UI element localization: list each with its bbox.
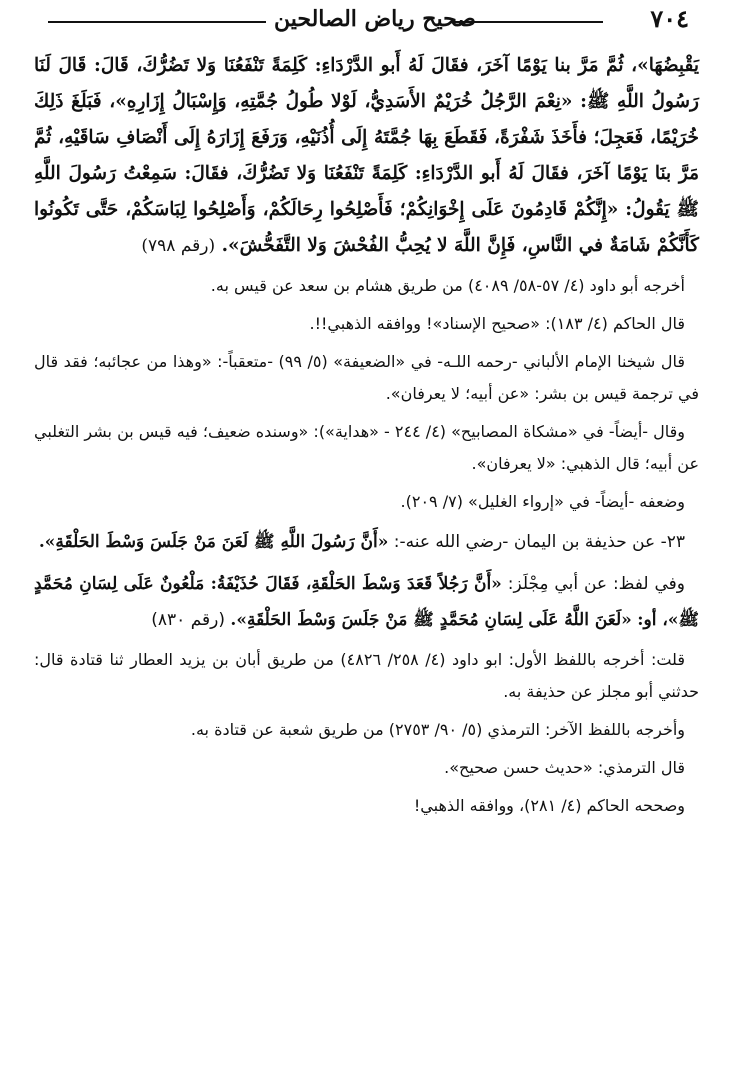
hadith-23-variant-intro: وفي لفظ: عن أبي مِجْلَز:: [507, 574, 685, 594]
takhrij-paragraph: وأخرجه باللفظ الآخر: الترمذي (٥/ ٩٠/ ٢٧٥٣) من طريق شعبة عن قتادة به.: [190, 720, 685, 739]
page-header: [34, 4, 699, 44]
header-rule-left: [48, 21, 266, 23]
hadith-23-variant: [34, 566, 699, 638]
hadith-23-variant-matn-2: «لَعَنَ اللَّهُ عَلَى لِسَانِ مُحَمَّدٍ ﷺ مَنْ جَلَسَ وَسْطَ الحَلْقَةِ».: [230, 610, 632, 630]
takhrij-section-1: [34, 270, 699, 518]
takhrij-paragraph: قال الترمذي: «حديث حسن صحيح».: [444, 758, 685, 777]
hadith-23: [34, 524, 699, 560]
takhrij-paragraph: أخرجه أبو داود (٤/ ٥٧-٥٨/ ٤٠٨٩) من طريق هشام بن سعد عن قيس به.: [210, 276, 685, 295]
takhrij-paragraph: قال شيخنا الإمام الألباني -رحمه اللـه- في «الضعيفة» (٥/ ٩٩) -متعقباً-: «وهذا من عجائبه؛ فقد قال في ترجمة قيس بن بشر: «عن أبيه؛ لا يعرفان».: [34, 352, 699, 403]
hadith-23-matn: «أَنَّ رَسُولَ اللَّهِ ﷺ لَعَنَ مَنْ جَلَسَ وَسْطَ الحَلْقَةِ».: [38, 532, 389, 552]
takhrij-paragraph: وصححه الحاكم (٤/ ٢٨١)، ووافقه الذهبي!: [413, 796, 685, 815]
top-hadith-ref: (رقم ٧٩٨): [141, 236, 216, 256]
hadith-23-variant-matn-1: «أَنَّ رَجُلاً قَعَدَ وَسْطَ الحَلْقَةِ، فَقَالَ حُذَيْفَةُ: مَلْعُونٌ عَلَى لِسَانِ مُحَمَّدٍ ﷺ»، أو:: [34, 574, 699, 630]
takhrij-paragraph: وضعفه -أيضاً- في «إرواء الغليل» (٧/ ٢٠٩).: [400, 492, 685, 511]
hadith-23-variant-ref: (رقم ٨٣٠): [151, 610, 226, 630]
page-number: ٧٠٤: [650, 4, 689, 33]
takhrij-paragraph: قلت: أخرجه باللفظ الأول: ابو داود (٤/ ٢٥٨/ ٤٨٢٦) من طريق أبان بن يزيد العطار ثنا قتادة قال: حدثني أبو مجلز عن حذيفة به.: [34, 650, 699, 701]
book-title: صحيح رياض الصالحين: [274, 6, 476, 32]
top-hadith-text: [34, 48, 699, 264]
hadith-23-intro: ٢٣- عن حذيفة بن اليمان -رضي الله عنه-:: [393, 532, 685, 552]
takhrij-paragraph: وقال -أيضاً- في «مشكاة المصابيح» (٤/ ٢٤٤ - «هداية»): «وسنده ضعيف؛ فيه قيس بن بشر التغلبي عن أبيه؛ قال الذهبي: «لا يعرفان».: [34, 422, 699, 473]
top-hadith-body: يَقْبِضُهَا»، ثُمَّ مَرَّ بنا يَوْمًا آخَرَ، فقَالَ لَهُ أَبو الدَّرْدَاءِ: كَلِمَةً تَنْفَعُنَا وَلا تَضُرُّكَ، قَالَ: قَالَ لَنَا رَسُولُ اللَّهِ ﷺ: «نِعْمَ الرَّجُلُ خُرَيْمٌ الأَسَدِيُّ، لَوْلا طُولُ جُمَّتِهِ، وَإِسْبَالُ إِزَارِهِ»، فَبَلَغَ ذَلِكَ خُرَيْمًا، فَعَجِلَ؛ فأَخَذَ شَفْرَةً، فَقَطَعَ بِهَا جُمَّتَهُ إِلَى أُذُنَيْهِ، وَرَفَعَ إِزَارَهُ إِلَى أَنْصَافِ سَاقَيْهِ، ثُمَّ مَرَّ بنَا يَوْمًا آخَرَ، فقَالَ لَهُ أَبو الدَّرْدَاءِ: كَلِمَةً تَنْفَعُنَا وَلا تَضُرُّكَ، فقَالَ: سَمِعْتُ رَسُولَ اللَّهِ ﷺ يَقُولُ: «إِنَّكُمْ قَادِمُونَ عَلَى إِخْوَانِكُمْ؛ فَأَصْلِحُوا رِحَالَكُمْ، وَأَصْلِحُوا لِبَاسَكُمْ، حَتَّى تَكُونُوا كَأَنَّكُمْ شَامَةٌ في النَّاسِ، فَإِنَّ اللَّهَ لا يُحِبُّ الفُحْشَ وَلا التَّفَحُّشَ».: [34, 55, 699, 256]
takhrij-paragraph: قال الحاكم (٤/ ١٨٣): «صحيح الإسناد»! ووافقه الذهبي!!.: [309, 314, 685, 333]
takhrij-section-2: [34, 644, 699, 822]
